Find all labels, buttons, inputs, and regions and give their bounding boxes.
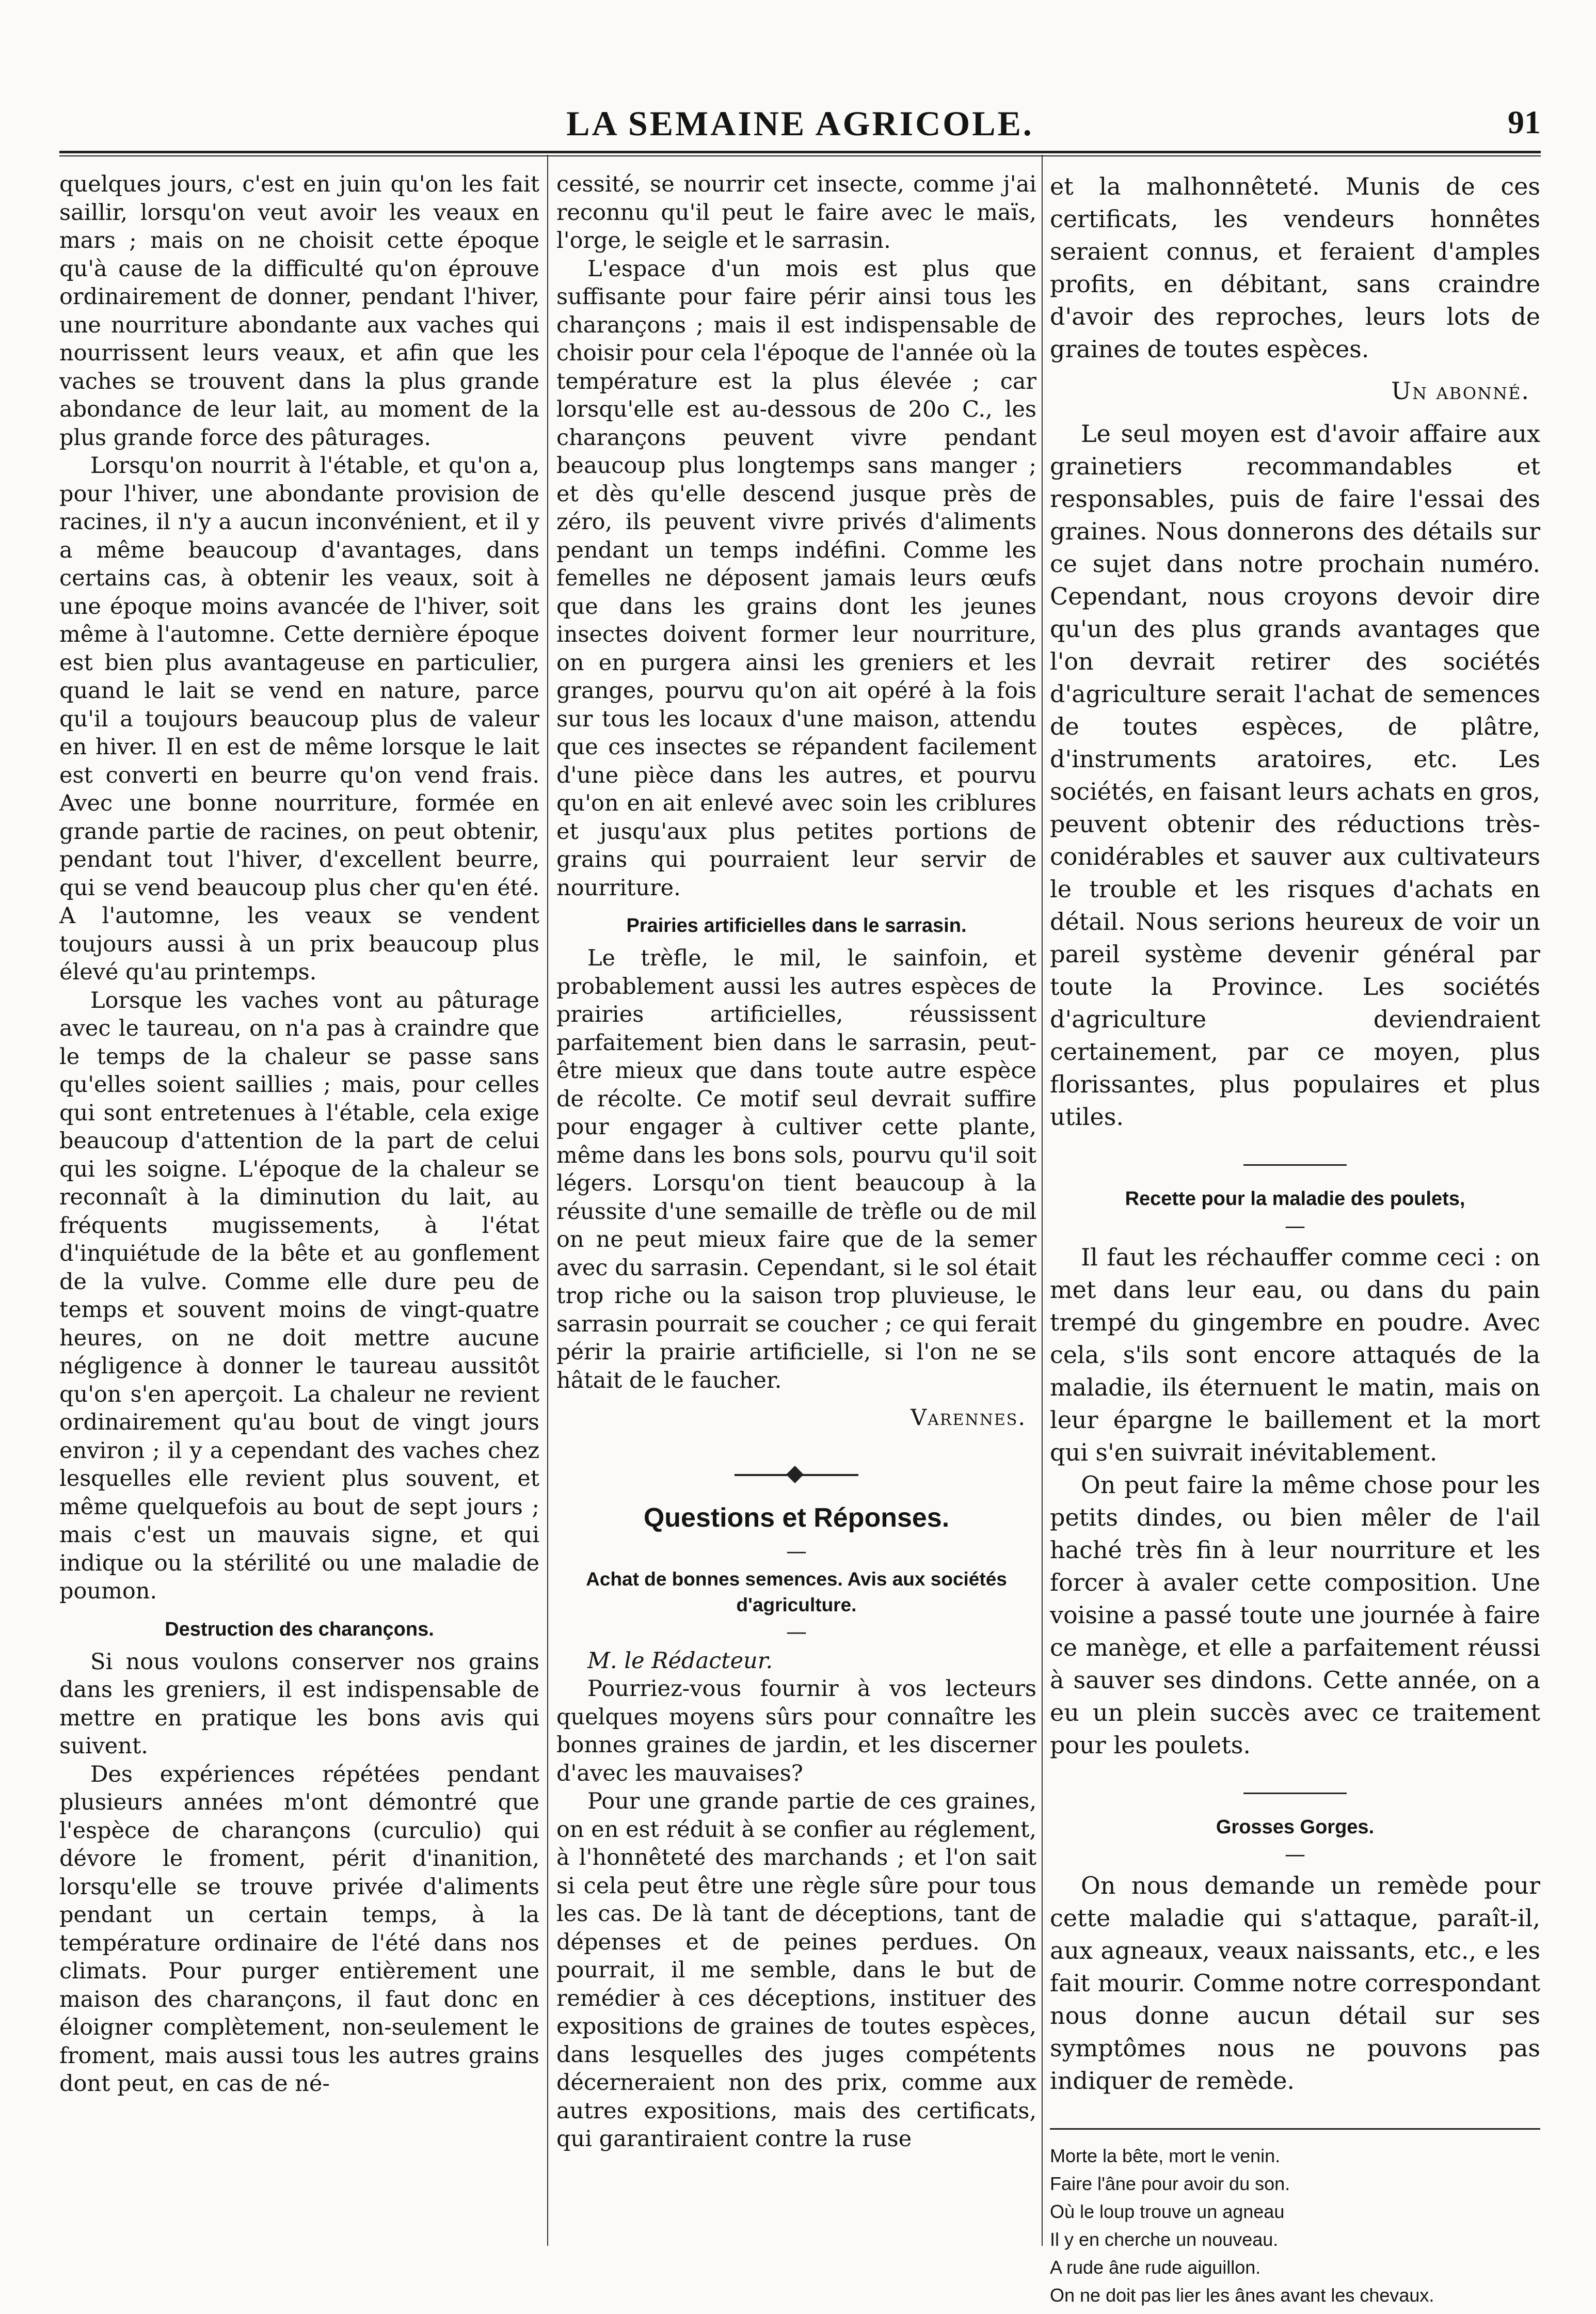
section-rule bbox=[1050, 2128, 1540, 2130]
paragraph: Le trèfle, le mil, le sainfoin, et probablement aussi les autres espèces de prairies artificielles, réussissent parfaitement bien dans le sarrasin, peut-être mieux que dans toute autre espèce de récolte. Ce motif seul devrait suffire pour engager à cultiver cette plante, même dans les bons sols, pourvu qu'il soit légers. Lorsqu'on tient beaucoup à la réussite d'une semaille de trèfle ou de mil on ne peut mieux faire que de la semer avec du sarrasin. Cependant, si le sol était trop riche ou la saison trop pluvieuse, le sarrasin pourrait se coucher ; ce qui ferait périr la prairie artificielle, si l'on ne se hâtait de le faucher. bbox=[556, 945, 1036, 1393]
salutation: M. le Rédacteur. bbox=[587, 1647, 773, 1674]
proverbs-list bbox=[1050, 2142, 1540, 2309]
proverb-line: Faire l'âne pour avoir du son. bbox=[1050, 2173, 1290, 2194]
author-signature: Varennes. bbox=[911, 1405, 1026, 1431]
paragraph: Pourriez-vous fournir à vos lecteurs quelques moyens sûrs pour connaître les bonnes graines de jardin, et les discerner d'avec les mauvaises? bbox=[556, 1676, 1036, 1786]
column-divider bbox=[1042, 155, 1043, 2246]
proverb-line: Où le loup trouve un agneau bbox=[1050, 2201, 1285, 2222]
paragraph: Lorsque les vaches vont au pâturage avec le taureau, on n'a pas à craindre que le temps de la chaleur se passe sans qu'elles soient saillies ; mais, pour celles qui sont entretenues à l'étable, cela exige beaucoup d'attention de la part de celui qui les soigne. L'époque de la chaleur se reconnaît à la diminution du lait, au fréquents mugissements, à l'état d'inquiétude de la bête et au gonflement de la vulve. Comme elle dure peu de temps et souvent moins de vingt-quatre heures, on ne doit mettre aucune négligence à donner le taureau aussitôt qu'on s'en aperçoit. La chaleur ne revient ordinairement qu'au bout de vingt jours environ ; il y a cependant des vaches chez lesquelles elle revient plus souvent, et même quelquefois au bout de sept jours ; mais c'est un mauvais signe, et qui indique ou la stérilité ou une maladie de poumon. bbox=[59, 987, 539, 1604]
article-heading: Grosses Gorges. bbox=[1216, 1816, 1375, 1838]
section-title: Questions et Réponses. bbox=[643, 1502, 950, 1533]
paragraph: Des expériences répétées pendant plusieurs années m'ont démontré que l'espèce de charançons (curculio) qui dévore le froment, périt d'inanition, lorsqu'elle se trouve privée d'aliments pendant un certain temps, à la température ordinaire de l'été dans nos climats. Pour purger entièrement une maison des charançons, il faut donc en éloigner complètement, non-seulement le froment, mais aussi tous les autres grains dont peut, en cas de né- bbox=[59, 1761, 539, 2097]
proverb-line: Il y en cherche un nouveau. bbox=[1050, 2229, 1279, 2250]
paragraph: cessité, se nourrir cet insecte, comme j'ai reconnu qu'il peut le faire avec le maïs, l'orge, le seigle et le sarrasin. bbox=[556, 171, 1036, 253]
column-middle bbox=[556, 170, 1036, 2241]
paragraph: Si nous voulons conserver nos grains dans les greniers, il est indispensable de mettre en pratique les bons avis qui suivent. bbox=[59, 1649, 539, 1759]
author-signature: Un abonné. bbox=[1391, 377, 1530, 405]
paragraph: L'espace d'un mois est plus que suffisante pour faire périr ainsi tous les charançons ; mais il est indispensable de choisir pour cela l'époque de l'année où la température est la plus élevée ; car lorsqu'elle est au-dessous de 20o C., les charançons peuvent vivre pendant beaucoup plus longtemps sans manger ; et dès qu'elle descend jusque près de zéro, ils peuvent vivre privés d'aliments pendant un temps indéfini. Comme les femelles ne déposent jamais leurs œufs que dans les grains dont les jeunes insectes doivent former leur nourriture, on en purgera ainsi les greniers et les granges, pourvu qu'on ait opéré à la fois sur tous les locaux d'une maison, attendu que ces insectes se répandent facilement d'une pièce dans les autres, et pourvu qu'on en ait enlevé avec soin les criblures et jusqu'aux plus petites portions de grains qui pourraient leur servir de nourriture. bbox=[556, 256, 1036, 901]
article-heading: Achat de bonnes semences. Avis aux sociétés d'agriculture. bbox=[586, 1568, 1007, 1615]
dash-separator: — bbox=[1285, 1214, 1305, 1238]
paragraph: Il faut les réchauffer comme ceci : on met dans leur eau, ou dans du pain trempé du gingembre en poudre. Avec cela, s'ils sont encore attaqués de la maladie, ils éternuent le matin, mais on leur épargne le baillement et la mort qui s'en suivrait inévitablement. bbox=[1050, 1243, 1540, 1466]
paragraph: On nous demande un remède pour cette maladie qui s'attaque, paraît-il, aux agneaux, veaux naissants, etc., e les fait mourir. Comme notre correspondant nous donne aucun détail sur ses symptômes nous ne pouvons pas indiquer de remède. bbox=[1050, 1872, 1540, 2095]
paragraph: quelques jours, c'est en juin qu'on les fait saillir, lorsqu'on veut avoir les veaux en mars ; mais on ne choisit cette époque qu'à cause de la difficulté qu'on éprouve ordinairement de donner, pendant l'hiver, une nourriture abondante aux vaches qui nourrissent leurs veaux, et afin que les vaches se trouvent dans la plus grande abondance de leur lait, au moment de la plus grande force des pâturages. bbox=[59, 171, 539, 451]
dash-separator: — bbox=[786, 1539, 807, 1563]
section-ornament bbox=[735, 1468, 858, 1481]
paragraph: Pour une grande partie de ces graines, on en est réduit à se confier au réglement, à l'honnêteté des marchands ; et l'on sait si cela peut être une règle sûre pour tous les cas. De là tant de déceptions, tant de dépenses et de peines perdues. On pourrait, il me semble, dans le but de remédier à ces déceptions, instituer des expositions de graines de toutes espèces, dans lesquelles des juges compétents décerneraient non des prix, comme aux autres expositions, mais des certificats, qui garantiraient contre la ruse bbox=[556, 1788, 1036, 2152]
article-heading: Prairies artificielles dans le sarrasin. bbox=[626, 915, 967, 937]
proverb-line: On ne doit pas lier les ânes avant les chevaux. bbox=[1050, 2285, 1434, 2306]
header-rule bbox=[59, 151, 1541, 156]
page-header bbox=[59, 103, 1541, 155]
dash-separator: — bbox=[786, 1620, 807, 1644]
running-title: LA SEMAINE AGRICOLE. bbox=[566, 104, 1034, 143]
column-left bbox=[59, 170, 539, 2241]
page-number: 91 bbox=[1508, 104, 1541, 140]
paragraph: et la malhonnêteté. Munis de ces certificats, les vendeurs honnêtes seraient connus, et feraient d'amples profits, en débitant, sans craindre d'avoir des reproches, leurs lots de graines de toutes espèces. bbox=[1050, 172, 1540, 363]
paragraph: Lorsqu'on nourrit à l'étable, et qu'on a, pour l'hiver, une abondante provision de racines, il n'y a aucun inconvénient, et il y a même beaucoup d'avantages, dans certains cas, à obtenir les veaux, soit à une époque moins avancée de l'hiver, soit même à l'automne. Cette dernière époque est bien plus avantageuse en particulier, quand le lait se vend en nature, parce qu'il a toujours beaucoup plus de valeur en hiver. Il en est de même lorsque le lait est converti en beurre qu'on vend frais. Avec une bonne nourriture, formée en grande partie de racines, on peut obtenir, pendant tout l'hiver, d'excellent beurre, qui se vend beaucoup plus cher qu'en été. A l'automne, les veaux se vendent toujours aussi à un prix beaucoup plus élevé qu'au printemps. bbox=[59, 453, 539, 985]
paragraph: Le seul moyen est d'avoir affaire aux grainetiers recommandables et responsables, puis de faire l'essai des graines. Nous donnerons des détails sur ce sujet dans notre prochain numéro. Cependant, nous croyons devoir dire qu'un des plus grands avantages que l'on devrait retirer des sociétés d'agriculture serait l'achat de semences de toutes espèces, de plâtre, d'instruments aratoires, etc. Les sociétés, en faisant leurs achats en gros, peuvent obtenir des réductions très-conidérables et sauver aux cultivateurs le trouble et les risques d'achats en détail. Nous serions heureux de voir un pareil système devenir général par toute la Province. Les sociétés d'agriculture deviendraient certainement, par ce moyen, plus florissantes, plus populaires et plus utiles. bbox=[1050, 420, 1540, 1131]
proverb-line: A rude âne rude aiguillon. bbox=[1050, 2257, 1261, 2278]
column-right bbox=[1050, 170, 1540, 2306]
article-heading: Recette pour la maladie des poulets, bbox=[1125, 1188, 1465, 1210]
section-rule bbox=[1243, 1793, 1347, 1794]
dash-separator: — bbox=[1285, 1843, 1305, 1866]
section-rule bbox=[1243, 1164, 1347, 1166]
proverb-line: Morte la bête, mort le venin. bbox=[1050, 2145, 1281, 2166]
paragraph: On peut faire la même chose pour les petits dindes, ou bien mêler de l'ail haché très fin à leur nourriture et les forcer à avaler cette composition. Une voisine a passé toute une journée à faire ce manège, et elle a parfaitement réussi à sauver ses dindons. Cette année, on a eu un plein succès avec ce traitement pour les poulets. bbox=[1050, 1471, 1540, 1759]
column-divider bbox=[547, 155, 548, 2246]
article-heading: Destruction des charançons. bbox=[165, 1618, 434, 1640]
